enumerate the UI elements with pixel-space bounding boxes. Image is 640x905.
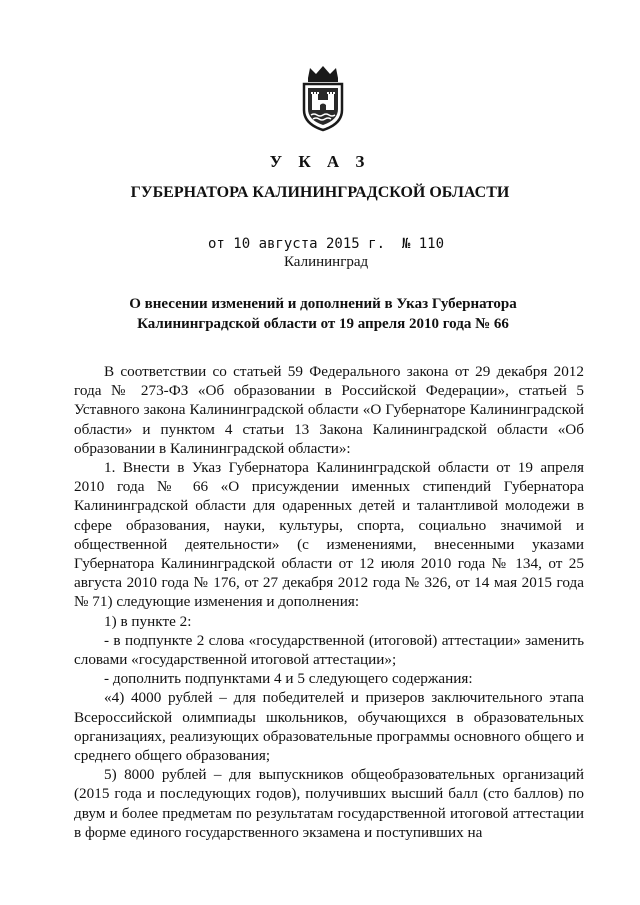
decree-dateline: от 10 августа 2015 г. № 110: [208, 236, 445, 252]
coat-of-arms-icon: [298, 64, 348, 132]
body-paragraph: В соответствии со статьей 59 Федерального закона от 29 декабря 2012 года № 273-ФЗ «Об образовании в Российской Федерации», статьей 5 Уставного закона Калининградской области «О Губернаторе Калининградской области» и пунктом 4 статьи 13 Закона Калининградской области «Об образовании в Калининградской области»:: [74, 363, 584, 457]
decree-subject: [82, 294, 564, 334]
issuer-title: ГУБЕРНАТОРА КАЛИНИНГРАДСКОЙ ОБЛАСТИ: [130, 184, 510, 201]
body-paragraph: - в подпункте 2 слова «государственной (итоговой) аттестации» заменить словами «государственной итоговой аттестации»;: [74, 631, 584, 669]
decree-city: Калининград: [284, 254, 369, 270]
decree-body: [74, 362, 584, 842]
body-paragraph: «4) 4000 рублей – для победителей и призеров заключительного этапа Всероссийской олимпиады школьников, обучающихся в образовательных организациях, реализующих образовательные программы основного общего и среднего общего образования;: [74, 689, 584, 765]
body-paragraph: 5) 8000 рублей – для выпускников общеобразовательных организаций (2015 года и последующих годов), получивших высший балл (сто баллов) по двум и более предметам по результатам государственной итоговой аттестации в форме единого государственного экзамена и поступивших на: [74, 766, 584, 841]
body-paragraph: 1. Внести в Указ Губернатора Калининградской области от 19 апреля 2010 года № 66 «О присуждении именных стипендий Губернатора Калининградской области для одаренных детей и талантливой молодежи в сфере образования, науки, культуры, спорта, социально значимой и общественной деятельности» (с изменениями, внесенными указами Губернатора Калининградской области от 12 июля 2010 года № 134, от 25 августа 2010 года № 176, от 27 декабря 2012 года № 326, от 14 мая 2015 года № 71) следующие изменения и дополнения:: [74, 459, 584, 611]
body-paragraph: 1) в пункте 2:: [104, 612, 192, 630]
body-paragraph: - дополнить подпунктами 4 и 5 следующего содержания:: [104, 670, 473, 688]
subject-line: Калининградской области от 19 апреля 2010 года № 66: [137, 316, 509, 332]
subject-line: О внесении изменений и дополнений в Указ Губернатора: [129, 296, 517, 312]
document-type: У К А З: [269, 152, 371, 171]
